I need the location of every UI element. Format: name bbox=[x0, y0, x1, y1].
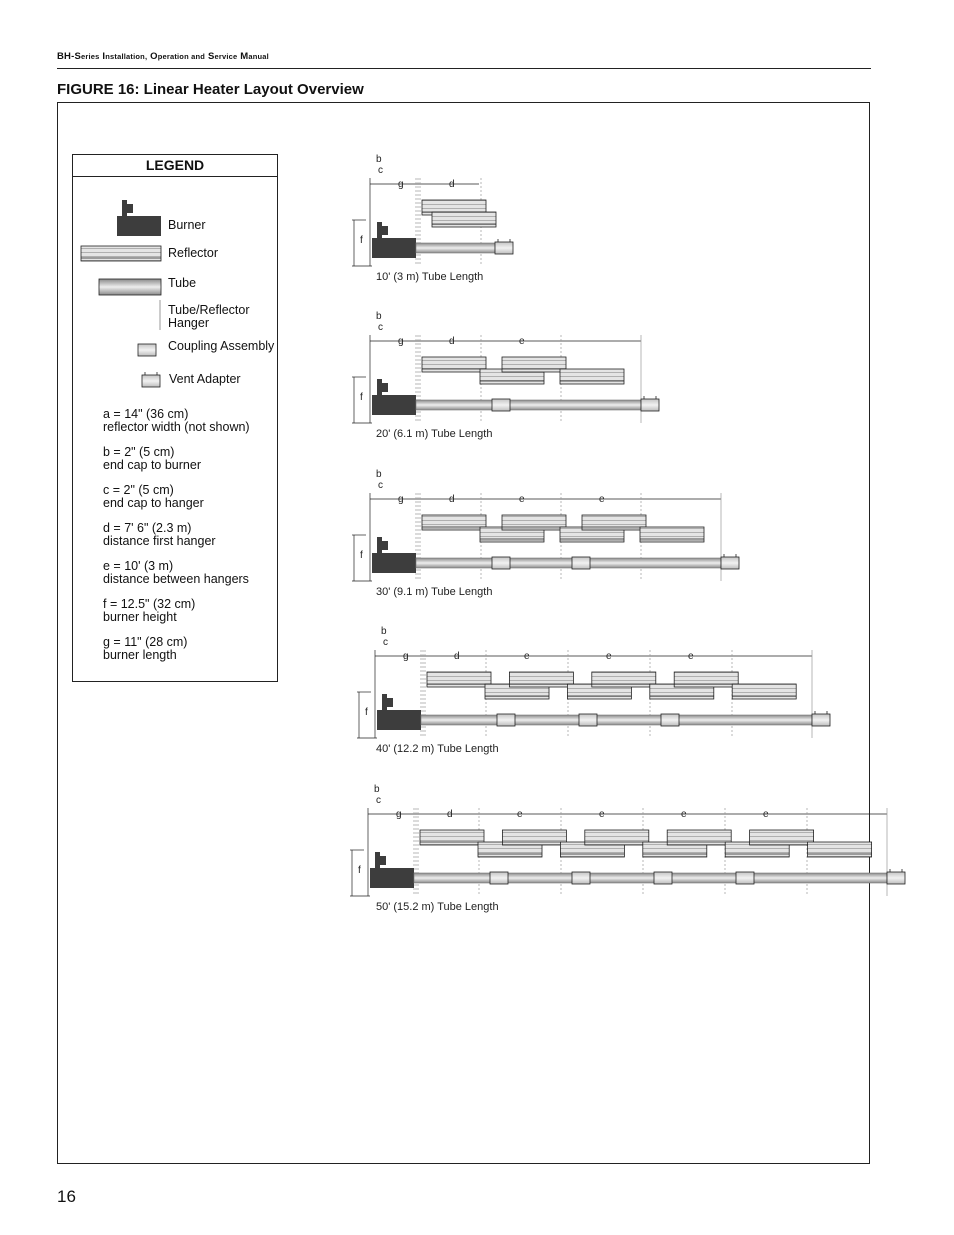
dim-label-d: d bbox=[449, 336, 455, 347]
reflector-lower bbox=[432, 212, 496, 227]
dim-label-f: f bbox=[358, 865, 361, 876]
dim-label-d: d bbox=[449, 179, 455, 190]
legend-tube-icon bbox=[99, 279, 161, 295]
coupling-assembly bbox=[572, 557, 590, 569]
legend-burner-icon bbox=[117, 200, 161, 236]
coupling-assembly bbox=[654, 872, 672, 884]
layout-caption: 20' (6.1 m) Tube Length bbox=[376, 428, 493, 440]
dim-label-g: g bbox=[398, 494, 404, 505]
vent-body bbox=[887, 872, 905, 884]
vent-adapter bbox=[641, 396, 659, 411]
dim-label-b: b bbox=[376, 469, 382, 480]
layout-4 bbox=[357, 626, 830, 755]
reflector-body bbox=[732, 684, 796, 699]
tube bbox=[421, 715, 812, 725]
burner bbox=[372, 537, 416, 573]
reflector-body bbox=[750, 830, 814, 845]
reflector-lower bbox=[808, 842, 872, 857]
definition-a: a = 14" (36 cm) reflector width (not shown) bbox=[103, 407, 250, 434]
definition-e: e = 10' (3 m) distance between hangers bbox=[103, 559, 249, 586]
legend-hanger-label-1: Tube/Reflector bbox=[168, 303, 250, 317]
coupling-assembly bbox=[736, 872, 754, 884]
layout-caption: 50' (15.2 m) Tube Length bbox=[376, 901, 499, 913]
dim-label-g: g bbox=[396, 809, 402, 820]
reflector-upper bbox=[422, 357, 486, 372]
dim-label-d: d bbox=[449, 494, 455, 505]
legend-vent-label: Vent Adapter bbox=[169, 372, 241, 386]
reflector-body bbox=[427, 672, 491, 687]
legend-symbols bbox=[81, 200, 161, 387]
reflector-upper bbox=[420, 830, 484, 845]
reflector-upper bbox=[509, 672, 573, 687]
tube bbox=[416, 558, 721, 568]
layouts-group bbox=[350, 154, 905, 913]
dim-label-c: c bbox=[383, 637, 388, 648]
burner bbox=[370, 852, 414, 888]
burner-motor bbox=[126, 204, 133, 213]
legend-coupling-label: Coupling Assembly bbox=[168, 339, 275, 353]
reflector-upper bbox=[422, 515, 486, 530]
legend-hanger-label-2: Hanger bbox=[168, 316, 209, 330]
vent-adapter bbox=[721, 554, 739, 569]
coupling-assembly bbox=[492, 399, 510, 411]
reflector-body bbox=[422, 515, 486, 530]
reflector-body bbox=[432, 212, 496, 227]
dim-label-c: c bbox=[376, 795, 381, 806]
reflector-upper bbox=[674, 672, 738, 687]
legend-title: LEGEND bbox=[73, 155, 277, 177]
page-number: 16 bbox=[57, 1187, 76, 1206]
dim-label-e: e bbox=[599, 494, 605, 505]
dim-label-e: e bbox=[524, 651, 530, 662]
dim-label-f: f bbox=[360, 392, 363, 403]
coupling-assembly bbox=[490, 872, 508, 884]
reflector-body bbox=[502, 515, 566, 530]
dim-label-g: g bbox=[398, 179, 404, 190]
burner-body bbox=[370, 868, 414, 888]
running-header: BH-Series Installation, Operation and Service Manual bbox=[57, 51, 269, 62]
burner-body bbox=[117, 216, 161, 236]
burner-body bbox=[377, 710, 421, 730]
dim-label-e: e bbox=[519, 336, 525, 347]
legend-tube-label: Tube bbox=[168, 276, 197, 290]
reflector-upper bbox=[427, 672, 491, 687]
dim-label-b: b bbox=[376, 311, 382, 322]
dim-label-e: e bbox=[606, 651, 612, 662]
burner-body bbox=[372, 553, 416, 573]
coupling-assembly bbox=[497, 714, 515, 726]
coupling-assembly bbox=[492, 557, 510, 569]
reflector-body bbox=[808, 842, 872, 857]
reflector-lower bbox=[560, 369, 624, 384]
vent-body bbox=[142, 375, 160, 387]
burner bbox=[372, 222, 416, 258]
coupling-assembly bbox=[661, 714, 679, 726]
vent-body bbox=[641, 399, 659, 411]
burner-body bbox=[372, 238, 416, 258]
reflector-upper bbox=[667, 830, 731, 845]
dim-label-e: e bbox=[519, 494, 525, 505]
tube bbox=[414, 873, 887, 883]
dim-label-c: c bbox=[378, 322, 383, 333]
burner-body bbox=[372, 395, 416, 415]
dim-label-g: g bbox=[398, 336, 404, 347]
reflector-upper bbox=[750, 830, 814, 845]
reflector-body bbox=[502, 830, 566, 845]
layout-caption: 40' (12.2 m) Tube Length bbox=[376, 743, 499, 755]
burner-motor bbox=[379, 856, 386, 865]
definition-f: f = 12.5" (32 cm) burner height bbox=[103, 597, 196, 624]
legend-coupling-icon bbox=[138, 344, 156, 356]
dim-label-c: c bbox=[378, 480, 383, 491]
reflector-upper bbox=[502, 357, 566, 372]
burner-motor bbox=[381, 383, 388, 392]
dim-label-f: f bbox=[360, 550, 363, 561]
dim-label-c: c bbox=[378, 165, 383, 176]
reflector-upper bbox=[502, 830, 566, 845]
dim-label-d: d bbox=[447, 809, 453, 820]
reflector-body bbox=[585, 830, 649, 845]
definition-c: c = 2" (5 cm) end cap to hanger bbox=[103, 483, 204, 510]
vent-adapter bbox=[495, 239, 513, 254]
figure-title: FIGURE 16: Linear Heater Layout Overview bbox=[57, 81, 364, 98]
reflector-body bbox=[667, 830, 731, 845]
vent-body bbox=[812, 714, 830, 726]
reflector-body bbox=[592, 672, 656, 687]
dim-label-e: e bbox=[681, 809, 687, 820]
reflector-body bbox=[502, 357, 566, 372]
layout-3 bbox=[352, 469, 739, 598]
dim-label-b: b bbox=[376, 154, 382, 165]
dim-label-g: g bbox=[403, 651, 409, 662]
dim-label-b: b bbox=[374, 784, 380, 795]
reflector-upper bbox=[582, 515, 646, 530]
burner-motor bbox=[381, 226, 388, 235]
legend-burner-label: Burner bbox=[168, 218, 206, 232]
definition-g: g = 11" (28 cm) burner length bbox=[103, 635, 188, 662]
layout-1 bbox=[352, 154, 513, 283]
reflector-body bbox=[509, 672, 573, 687]
reflector-lower bbox=[640, 527, 704, 542]
coupling-assembly bbox=[572, 872, 590, 884]
layout-caption: 30' (9.1 m) Tube Length bbox=[376, 586, 493, 598]
reflector-upper bbox=[502, 515, 566, 530]
reflector-body bbox=[674, 672, 738, 687]
definition-d: d = 7' 6" (2.3 m) distance first hanger bbox=[103, 521, 216, 548]
dim-label-b: b bbox=[381, 626, 387, 637]
reflector-body bbox=[582, 515, 646, 530]
dim-label-e: e bbox=[763, 809, 769, 820]
vent-body bbox=[721, 557, 739, 569]
definition-b: b = 2" (5 cm) end cap to burner bbox=[103, 445, 201, 472]
dim-label-e: e bbox=[517, 809, 523, 820]
tube bbox=[416, 400, 641, 410]
dim-label-f: f bbox=[365, 707, 368, 718]
reflector-body bbox=[81, 246, 161, 261]
vent-body bbox=[495, 242, 513, 254]
dim-label-f: f bbox=[360, 235, 363, 246]
burner bbox=[377, 694, 421, 730]
burner-motor bbox=[386, 698, 393, 707]
reflector-upper bbox=[585, 830, 649, 845]
reflector-body bbox=[640, 527, 704, 542]
reflector-body bbox=[422, 357, 486, 372]
burner-motor bbox=[381, 541, 388, 550]
coupling-assembly bbox=[579, 714, 597, 726]
layout-caption: 10' (3 m) Tube Length bbox=[376, 271, 484, 283]
legend-vent-icon bbox=[142, 372, 160, 387]
tube bbox=[416, 243, 495, 253]
reflector-upper bbox=[592, 672, 656, 687]
dim-label-e: e bbox=[688, 651, 694, 662]
vent-adapter bbox=[887, 869, 905, 884]
reflector-body bbox=[560, 369, 624, 384]
dim-label-e: e bbox=[599, 809, 605, 820]
dim-label-d: d bbox=[454, 651, 460, 662]
layout-2 bbox=[352, 311, 659, 440]
legend-reflector-icon bbox=[81, 246, 161, 261]
burner bbox=[372, 379, 416, 415]
legend-reflector-label: Reflector bbox=[168, 246, 219, 260]
layout-5 bbox=[350, 784, 905, 913]
reflector-lower bbox=[732, 684, 796, 699]
vent-adapter bbox=[812, 711, 830, 726]
reflector-body bbox=[420, 830, 484, 845]
